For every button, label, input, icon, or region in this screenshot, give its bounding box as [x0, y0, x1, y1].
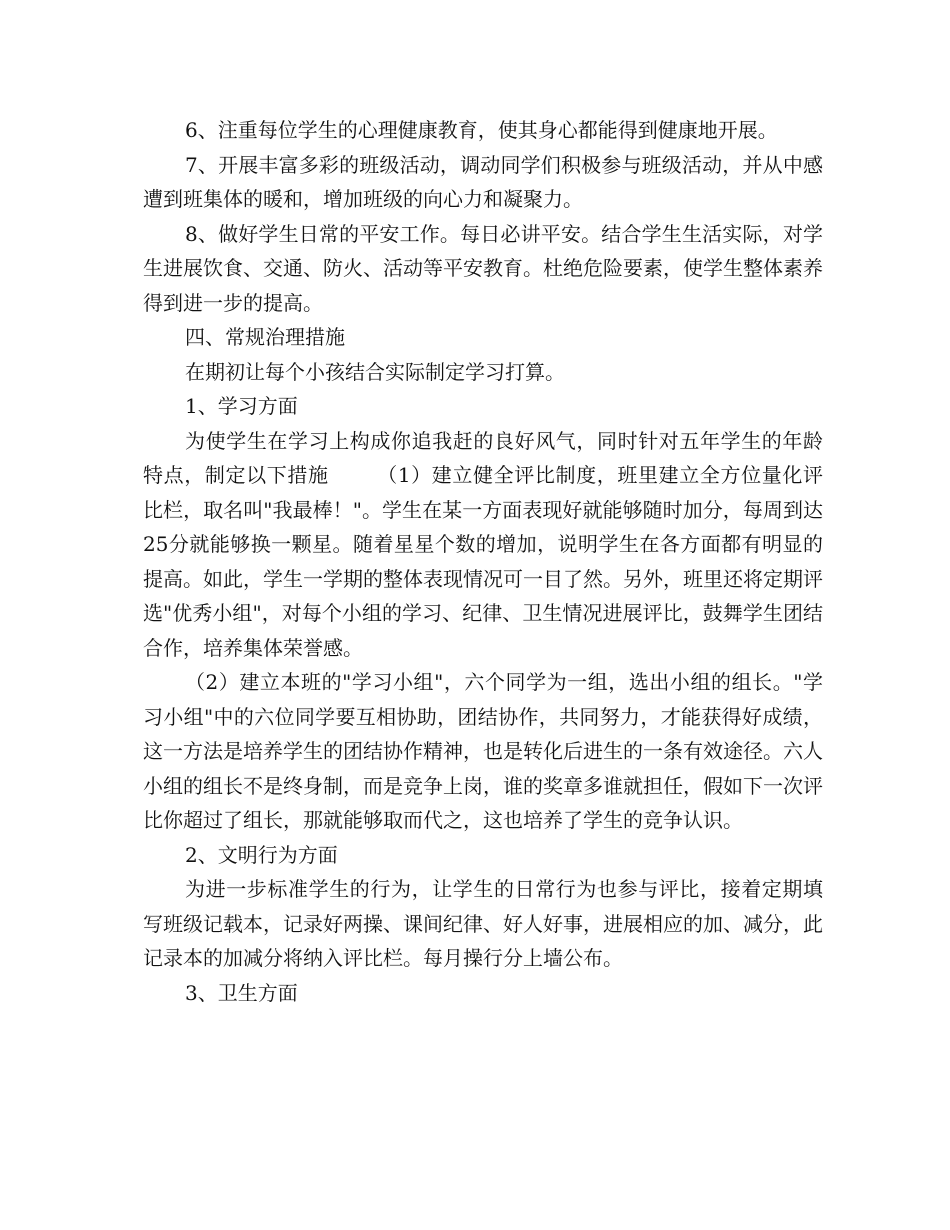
paragraph-item-8: 8、做好学生日常的平安工作。每日必讲平安。结合学生生活实际，对学生进展饮食、交通、防火、活动等平安教育。杜绝危险要素，使学生整体素养得到进一步的提高。: [143, 221, 823, 315]
paragraph-item-7: 7、开展丰富多彩的班级活动，调动同学们积极参与班级活动，并从中感遭到班集体的暖和，增加班级的向心力和凝聚力。: [143, 152, 823, 211]
paragraph-behavior-evaluation: 为进一步标准学生的行为，让学生的日常行为也参与评比，接着定期填写班级记载本，记录好两操、课间纪律、好人好事，进展相应的加、减分，此记录本的加减分将纳入评比栏。每月操行分上墙公布。: [143, 877, 823, 970]
document-page: [143, 113, 823, 1010]
paragraph-study-plan: 在期初让每个小孩结合实际制定学习打算。: [185, 359, 565, 384]
subheading-hygiene: 3、卫生方面: [185, 980, 298, 1005]
measure-study-groups: （2）建立本班的"学习小组"，六个同学为一组，选出小组的组长。"学习小组"中的六位同学要互相协助，团结协作，共同努力，才能获得好成绩，这一方法是培养学生的团结协作精神，也是转化后进生的一条有效途径。六人小组的组长不是终身制，而是竞争上岗，谁的奖章多谁就担任，假如下一次评比你超过了组长，那就能够取而代之，这也培养了学生的竞争认识。: [143, 670, 823, 832]
subheading-civilized-behavior: 2、文明行为方面: [185, 842, 338, 867]
paragraph-item-6: 6、注重每位学生的心理健康教育，使其身心都能得到健康地开展。: [185, 118, 778, 142]
subheading-study: 1、学习方面: [185, 394, 298, 418]
paragraph-study-measures: [143, 424, 823, 666]
measure-evaluation-system: （1）建立健全评比制度，班里建立全方位量化评比栏，取名叫"我最棒！"。学生在某一方面表现好就能够随时加分，每周到达25分就能够换一颗星。随着星星个数的增加，说明学生在各方面都有明显的提高。如此，学生一学期的整体表现情况可一目了然。另外，班里还将定期评选"优秀小组"，对每个小组的学习、纪律、卫生情况进展评比，鼓舞学生团结合作，培养集体荣誉感。: [143, 463, 823, 660]
section-heading-routine-management: 四、常规治理措施: [185, 325, 345, 349]
study-measures-intro: 为使学生在学习上构成你追我赶的良好风气，同时针对五年学生的年龄特点，制定以下措施: [143, 428, 823, 487]
